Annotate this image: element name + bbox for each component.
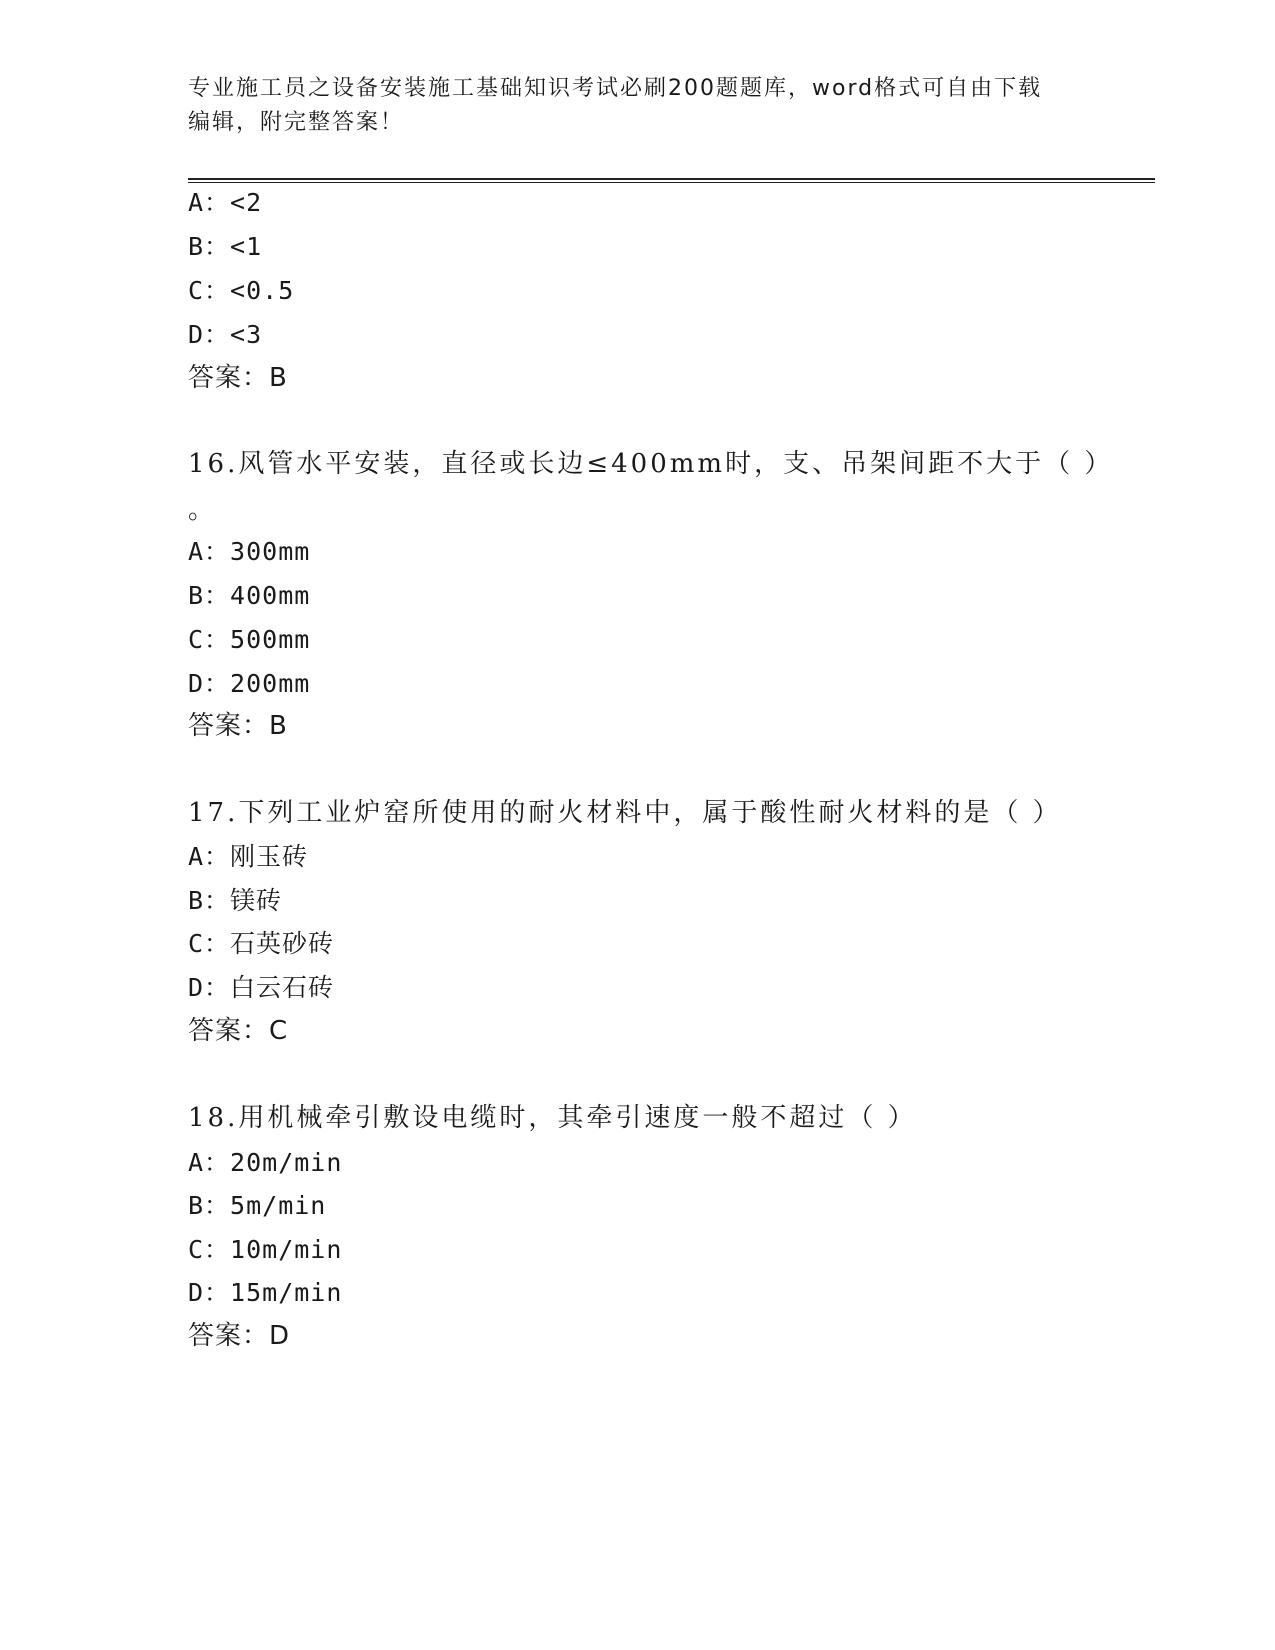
document-header <box>188 72 1068 140</box>
header-line-2: 编辑，附完整答案！ <box>188 110 405 135</box>
q16-answer: 答案：B <box>188 711 288 741</box>
q17-option-a: A：刚玉砖 <box>188 842 309 871</box>
q18-option-b: B：5m/min <box>188 1191 327 1220</box>
q16-option-c: C：500mm <box>188 625 311 654</box>
q15-option-b: B：<1 <box>188 232 263 261</box>
q16-option-a: A：300mm <box>188 537 311 566</box>
q15-option-d: D：<3 <box>188 320 263 349</box>
q16-question: 16.风管水平安装，直径或长边≤400mm时，支、吊架间距不大于（ ） <box>188 449 1114 479</box>
q16-question-continued: 。 <box>188 495 218 525</box>
q18-option-d: D：15m/min <box>188 1278 343 1307</box>
q18-answer: 答案：D <box>188 1321 291 1351</box>
header-line-1: 专业施工员之设备安装施工基础知识考试必刷200题题库，word格式可自由下载 <box>188 76 1043 101</box>
q15-option-a: A：<2 <box>188 188 263 217</box>
q17-question: 17.下列工业炉窑所使用的耐火材料中，属于酸性耐火材料的是（ ） <box>188 798 1062 828</box>
q17-option-b: B：镁砖 <box>188 886 283 915</box>
q18-question: 18.用机械牵引敷设电缆时，其牵引速度一般不超过（ ） <box>188 1103 917 1133</box>
q17-option-c: C：石英砂砖 <box>188 929 335 958</box>
q17-option-d: D：白云石砖 <box>188 973 335 1002</box>
q16-option-b: B：400mm <box>188 581 311 610</box>
q18-option-a: A：20m/min <box>188 1148 343 1177</box>
q17-answer: 答案：C <box>188 1016 289 1046</box>
q16-option-d: D：200mm <box>188 669 311 698</box>
q18-option-c: C：10m/min <box>188 1235 343 1264</box>
q15-answer: 答案：B <box>188 363 288 393</box>
header-divider <box>188 178 1155 183</box>
q15-option-c: C：<0.5 <box>188 276 295 305</box>
